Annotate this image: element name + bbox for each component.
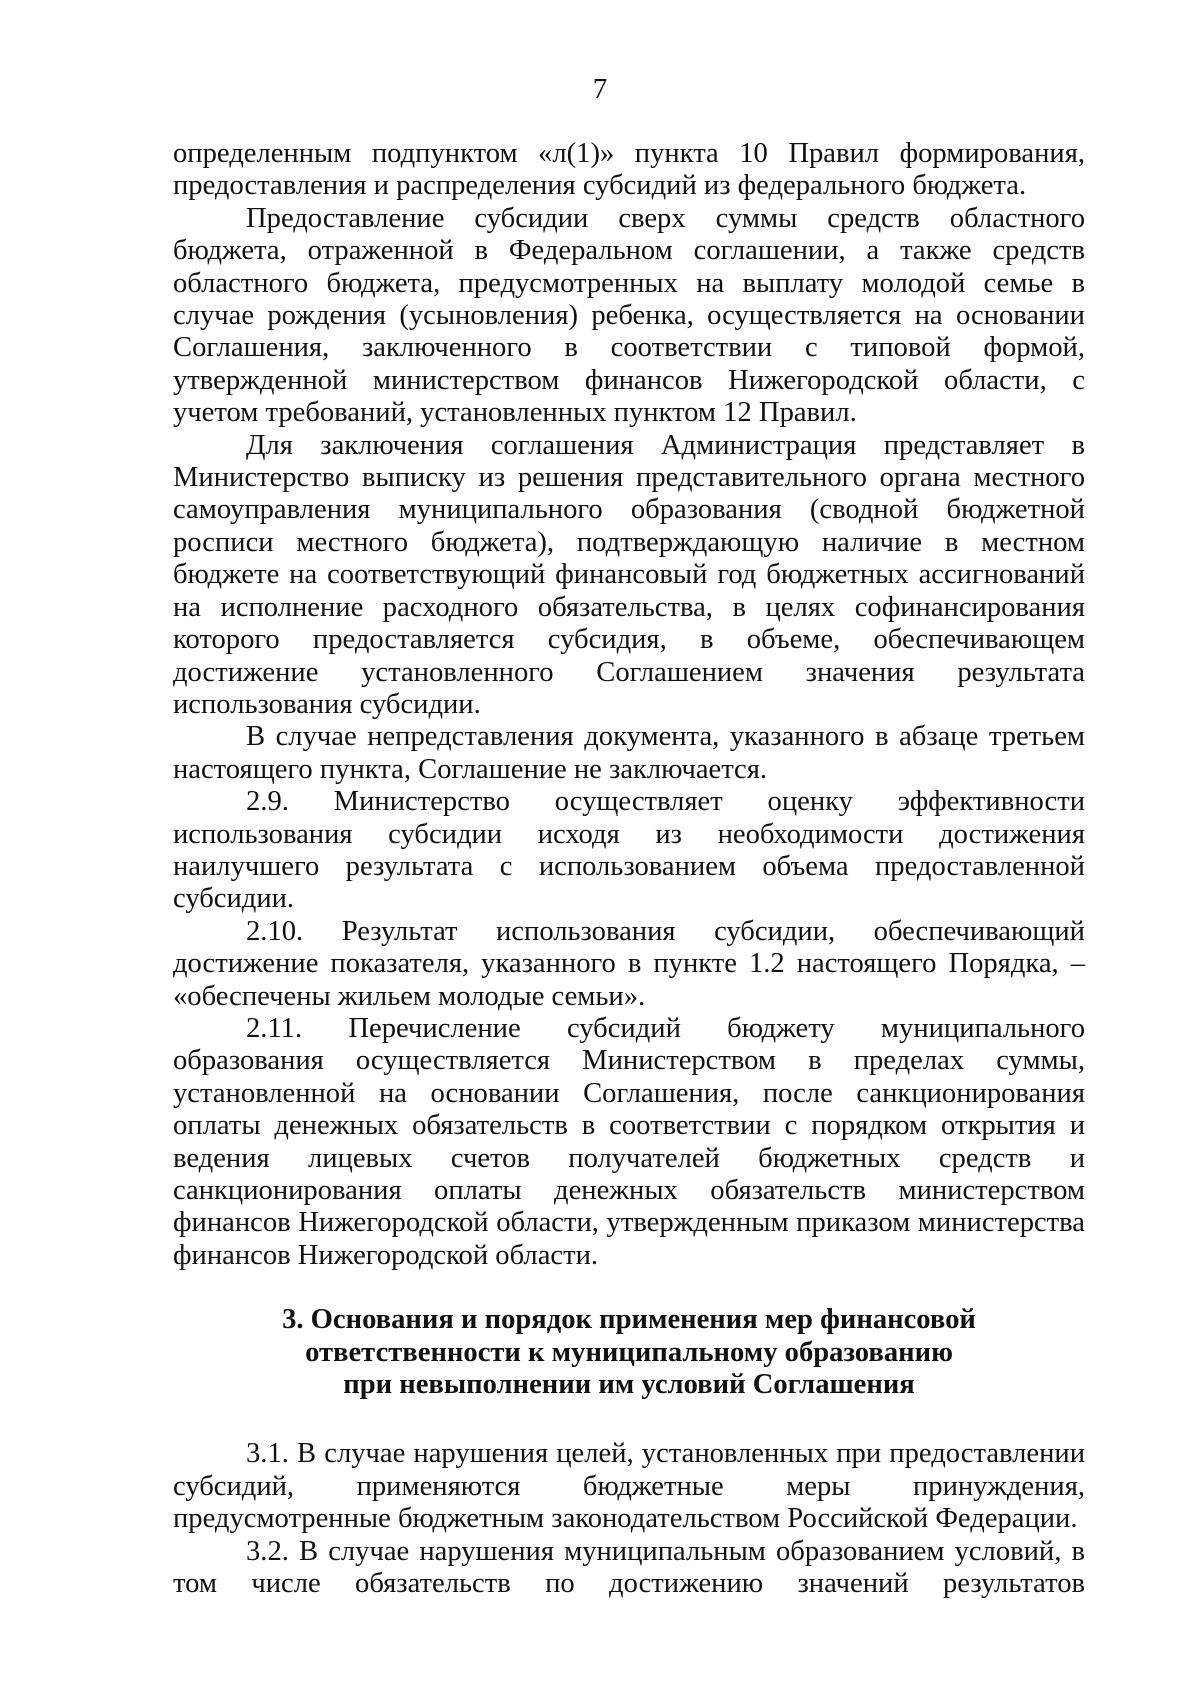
section-heading-line-2: ответственности к муниципальному образованию <box>305 1336 953 1368</box>
section-heading-line-1: 3. Основания и порядок применения мер финансовой <box>282 1304 976 1336</box>
paragraph-3-1: 3.1. В случае нарушения целей, установленных при предоставлении субсидий, применяются бюджетные меры принуждения, предусмотренные бюджетным законодательством Российской Федерации. <box>173 1438 1085 1535</box>
paragraph-2-9: 2.9. Министерство осуществляет оценку эффективности использования субсидии исходя из необходимости достижения наилучшего результата с использованием объема предоставленной субсидии. <box>173 786 1085 915</box>
paragraph-agreement-conclusion: Для заключения соглашения Администрация представляет в Министерство выписку из решения представительного органа местного самоуправления муниципального образования (сводной бюджетной росписи местного бюджета), подтверждающую наличие в местном бюджете на соответствующий финансовый год бюджетных ассигнований на исполнение расходного обязательства, в целях софинансирования которого предоставляется субсидия, в объеме, обеспечивающем достижение установленного Соглашением значения результата использования субсидии. <box>173 429 1085 720</box>
section-3-heading <box>173 1304 1085 1401</box>
paragraph-2-11: 2.11. Перечисление субсидий бюджету муниципального образования осуществляется Министерством в пределах суммы, установленной на основании Соглашения, после санкционирования оплаты денежных обязательств в соответствии с порядком открытия и ведения лицевых счетов получателей бюджетных средств и санкционирования оплаты денежных обязательств министерством финансов Нижегородской области, утвержденным приказом министерства финансов Нижегородской области. <box>173 1012 1085 1271</box>
paragraph-continuation: определенным подпунктом «л(1)» пункта 10 Правил формирования, предоставления и распределения субсидий из федерального бюджета. <box>173 138 1085 202</box>
paragraph-3-2: 3.2. В случае нарушения муниципальным образованием условий, в том числе обязательств по достижению значений результатов <box>173 1535 1085 1600</box>
page-number: 7 <box>592 73 608 105</box>
section-heading-line-3: при невыполнении им условий Соглашения <box>343 1369 915 1401</box>
paragraph-subsidy-over-amount: Предоставление субсидии сверх суммы средств областного бюджета, отраженной в Федеральном соглашении, а также средств областного бюджета, предусмотренных на выплату молодой семье в случае рождения (усыновления) ребенка, осуществляется на основании Соглашения, заключенного в соответствии с типовой формой, утвержденной министерством финансов Нижегородской области, с учетом требований, установленных пунктом 12 Правил. <box>173 202 1085 429</box>
paragraph-non-submission: В случае непредставления документа, указанного в абзаце третьем настоящего пункта, Соглашение не заключается. <box>173 721 1085 785</box>
paragraph-2-10: 2.10. Результат использования субсидии, обеспечивающий достижение показателя, указанного в пункте 1.2 настоящего Порядка, – «обеспечены жильем молодые семьи». <box>173 915 1085 1012</box>
document-body <box>173 138 1085 1600</box>
